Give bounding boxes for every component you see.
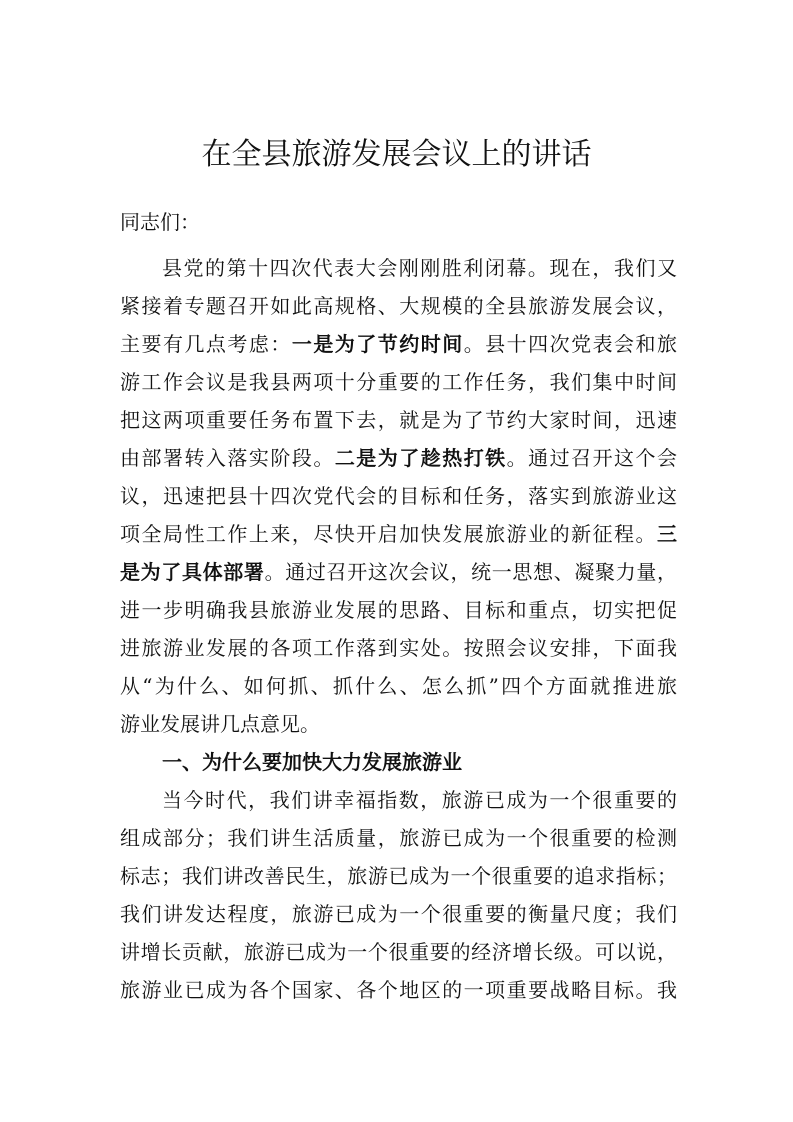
text-segment: 组成部分；我们讲生活质量，旅游已成为一个很重要的检测 [120,826,677,850]
text-segment: 紧接着专题召开如此高规格、大规模的全县旅游发展会议， [120,294,677,318]
text-line [120,591,677,629]
text-segment: 从“为什么、如何抓、抓什么、怎么抓”四个方面就推进旅 [120,674,677,698]
text-segment: 当今时代，我们讲幸福指数，旅游已成为一个很重要的 [162,788,677,812]
text-line [120,781,677,819]
text-segment: 县党的第十四次代表大会刚刚胜利闭幕。现在，我们又 [162,256,677,280]
text-line [120,553,677,591]
greeting: 同志们： [120,210,200,234]
text-line [120,667,677,705]
text-line [120,325,677,363]
text-segment: 进一步明确我县旅游业发展的思路、目标和重点，切实把促 [120,598,677,622]
text-line [120,439,677,477]
text-line [120,895,677,933]
text-segment: 标志；我们讲改善民生，旅游已成为一个很重要的追求指标； [120,864,677,888]
text-line [120,401,677,439]
text-segment: 。通过召开这个会 [506,446,678,470]
bold-text: 三 [657,522,677,546]
text-line [120,515,677,553]
text-line [120,857,677,895]
text-segment: 游工作会议是我县两项十分重要的工作任务，我们集中时间 [120,370,677,394]
text-segment: 一、为什么要加快大力发展旅游业 [162,750,462,774]
text-segment: 主要有几点考虑： [120,332,292,356]
document-title: 在全县旅游发展会议上的讲话 [201,137,592,172]
text-segment: 由部署转入落实阶段。 [120,446,335,470]
bold-text: 一是为了节约时间 [291,332,464,356]
text-segment: 。县十四次党表会和旅 [463,332,678,356]
text-segment: 我们讲发达程度，旅游已成为一个很重要的衡量尺度；我们 [120,902,677,926]
text-line [120,363,677,401]
text-line [120,819,677,857]
document-body [120,249,677,1009]
text-segment: 。通过召开这次会议，统一思想、凝聚力量， [264,560,678,584]
text-segment: 把这两项重要任务布置下去，就是为了节约大家时间，迅速 [120,408,677,432]
text-line [120,933,677,971]
text-segment: 项全局性工作上来，尽快开启加快发展旅游业的新征程。 [120,522,657,546]
text-line [120,705,677,743]
text-line [120,629,677,667]
text-segment: 旅游业已成为各个国家、各个地区的一项重要战略目标。我 [120,978,677,1002]
text-line [120,971,677,1009]
bold-text: 二是为了趁热打铁 [334,446,507,470]
text-segment: 讲增长贡献，旅游已成为一个很重要的经济增长级。可以说， [120,940,677,964]
text-line [120,287,677,325]
section-heading [120,743,677,781]
text-line [120,249,677,287]
text-segment: 游业发展讲几点意见。 [120,712,320,736]
text-line [120,477,677,515]
bold-text: 是为了具体部署 [120,560,265,584]
text-segment: 议，迅速把县十四次党代会的目标和任务，落实到旅游业这 [120,484,677,508]
text-segment: 进旅游业发展的各项工作落到实处。按照会议安排，下面我 [120,636,677,660]
